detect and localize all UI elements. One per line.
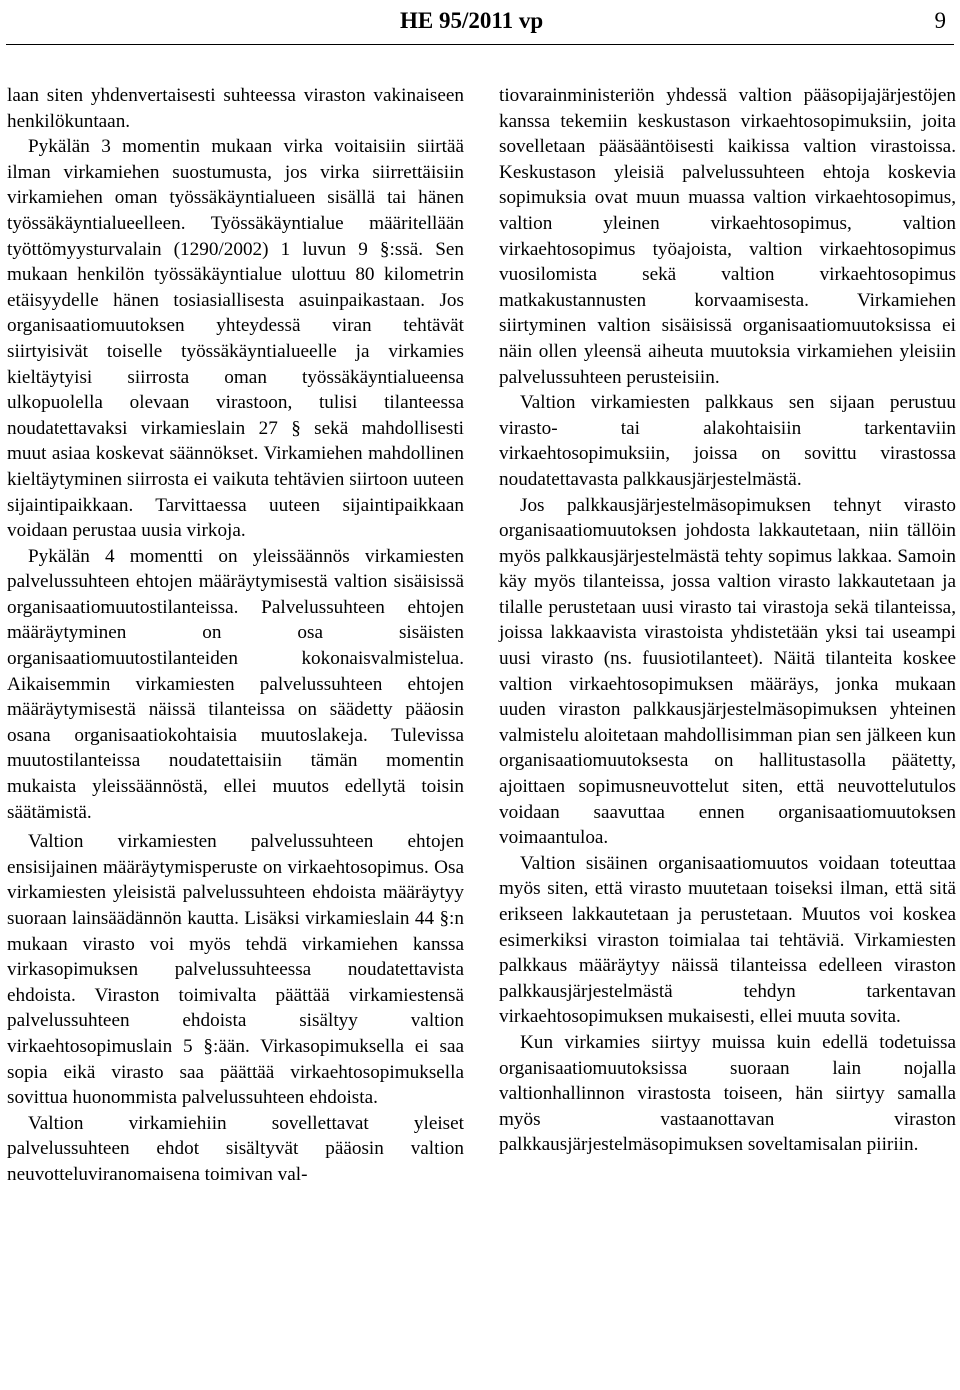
header-rule	[6, 44, 954, 45]
paragraph: Jos palkkausjärjestelmäsopimuksen tehnyt virasto organisaatiomuutoksen johdosta lakkautetaan, niin tällöin myös palkkausjärjestelmästä tehty sopimus lakkaa. Samoin käy myös tilanteissa, jossa valtion virasto lakkautetaan ja tilalle perustetaan uusi virasto tai virastoja sekä tilanteissa, joissa lakkaavista virastoista yhdistetään yksi tai useampi uusi virasto (ns. fuusiotilanteet). Näitä tilanteita koskee valtion virkaehtosopimuksen määräys, jonka mukaan uuden viraston palkkausjärjestelmäsopimuksen yhteinen valmistelu aloitetaan mahdollisimman pian sen jälkeen kun organisaatiomuutoksesta on hallitustasolla päätetty, ajoittaen sopimusneuvottelut siten, että neuvottelutulos voidaan saavuttaa ennen organisaatiomuutoksen voimaantuloa.	[499, 494, 956, 849]
page-number: 9	[934, 8, 946, 33]
left-column	[7, 83, 464, 1188]
paragraph: Valtion virkamiesten palkkaus sen sijaan perustuu virasto- tai alakohtaisiin tarkentaviin virkaehtosopimuksiin, joissa on sovittu virastossa noudatettavasta palkkausjärjestelmästä.	[499, 392, 956, 490]
paragraph: Valtion virkamiehiin sovellettavat yleiset palvelussuhteen ehdot sisältyvät pääosin valtion neuvotteluviranomaisena toimivan val-	[7, 1112, 464, 1185]
document-id: HE 95/2011 vp	[400, 8, 544, 33]
paragraph: Kun virkamies siirtyy muissa kuin edellä todetuissa organisaatiomuutoksissa suoraan lain nojalla valtionhallinnon virastosta toiseen, hän siirtyy samalla myös vastaanottavan viraston palkkausjärjestelmäsopimuksen soveltamisalan piiriin.	[499, 1031, 956, 1156]
page-header	[0, 8, 960, 44]
paragraph: Valtion sisäinen organisaatiomuutos voidaan toteuttaa myös siten, että virasto muutetaan toiseksi ilman, että sitä erikseen lakkautetaan ja perustetaan. Muutos voi koskea esimerkiksi viraston toimialaa tai tehtäviä. Virkamiesten palkkaus määräytyy näissä tilanteissa edelleen viraston palkkausjärjestelmästä tehdyn tarkentavan virkaehtosopimuksen mukaisesti, ellei muuta sovita.	[499, 852, 956, 1028]
paragraph: laan siten yhdenvertaisesti suhteessa viraston vakinaiseen henkilökuntaan.	[7, 85, 464, 132]
paragraph: Pykälän 4 momentti on yleissäännös virkamiesten palvelussuhteen ehtojen määräytymisestä valtion sisäisissä organisaatiomuutostilanteissa. Palvelussuhteen ehtojen määräytyminen on osa sisäisten organisaatiomuutostilanteiden kokonaisvalmistelua. Aikaisemmin virkamiesten palvelussuhteen ehtojen määräytymisestä näissä tilanteissa on säädetty pääosin osana organisaatiokohtaisia muutoslakeja. Tulevissa muutostilanteissa noudatettaisiin tämän momentin mukaista yleissäännöstä, ellei muutos edellytä toisin säätämistä.	[7, 545, 464, 823]
paragraph: tiovarainministeriön yhdessä valtion pääsopijajärjestöjen kanssa tekemiin keskustason virkaehtosopimuksiin, joita sovelletaan pääsääntöisesti kaikissa valtion virastoissa. Keskustason yleisiä palvelussuhteen ehtoja koskevia sopimuksia ovat muun muassa valtion virkaehtosopimus, valtion yleinen virkaehtosopimus, valtion virkaehtosopimus työajoista, valtion virkaehtosopimus vuosilomista sekä valtion virkaehtosopimus matkakustannusten korvaamisesta. Virkamiehen siirtyminen valtion sisäisissä organisaatiomuutoksissa ei näin ollen yleensä aiheuta muutoksia virkamiehen yleisiin palvelussuhteen perusteisiin.	[499, 85, 956, 388]
paragraph: Pykälän 3 momentin mukaan virka voitaisiin siirtää ilman virkamiehen suostumusta, jos virka siirrettäisiin virkamiehen oman työssäkäyntialueen sisällä tai hänen työssäkäyntialueelleen. Työssäkäyntialue määritellään työttömyysturvalain (1290/2002) 1 luvun 9 §:ssä. Sen mukaan henkilön työssäkäyntialue ulottuu 80 kilometrin etäisyydelle hänen tosiasiallisesta asuinpaikastaan. Jos organisaatiomuutoksen yhteydessä viran tehtävät siirtyisivät toiselle työssäkäyntialueelle ja virkamies kieltäytyisi siirrosta oman työssäkäyntialueensa ulkopuolella olevaan virastoon, tulisi tilanteessa noudatettavaksi virkamieslain 27 § sekä mahdollisesti muut asiaa koskevat säännökset. Virkamiehen mahdollinen kieltäytyminen siirrosta ei vaikuta tehtävien siirtoon uuteen sijaintipaikkaan. Tarvittaessa uuteen sijaintipaikkaan voidaan perustaa uusia virkoja.	[7, 136, 464, 542]
right-column	[499, 83, 956, 1158]
paragraph: Valtion virkamiesten palvelussuhteen ehtojen ensisijainen määräytymisperuste on virkaehtosopimus. Osa virkamiesten yleisistä palvelussuhteen ehdoista määräytyy suoraan lainsäädännön kautta. Lisäksi virkamieslain 44 §:n mukaan virasto voi myös tehdä virkamiehen kanssa virkasopimuksen palvelussuhteessa noudatettavista ehdoista. Viraston toimivalta päättää virkamiestensä palvelussuhteen ehdoista sisältyy valtion virkaehtosopimuslain 5 §:ään. Virkasopimuksella ei saa sopia eikä virasto saa päättää virkaehtosopimuksella sovittua huonommista palvelussuhteen ehdoista.	[7, 831, 464, 1109]
